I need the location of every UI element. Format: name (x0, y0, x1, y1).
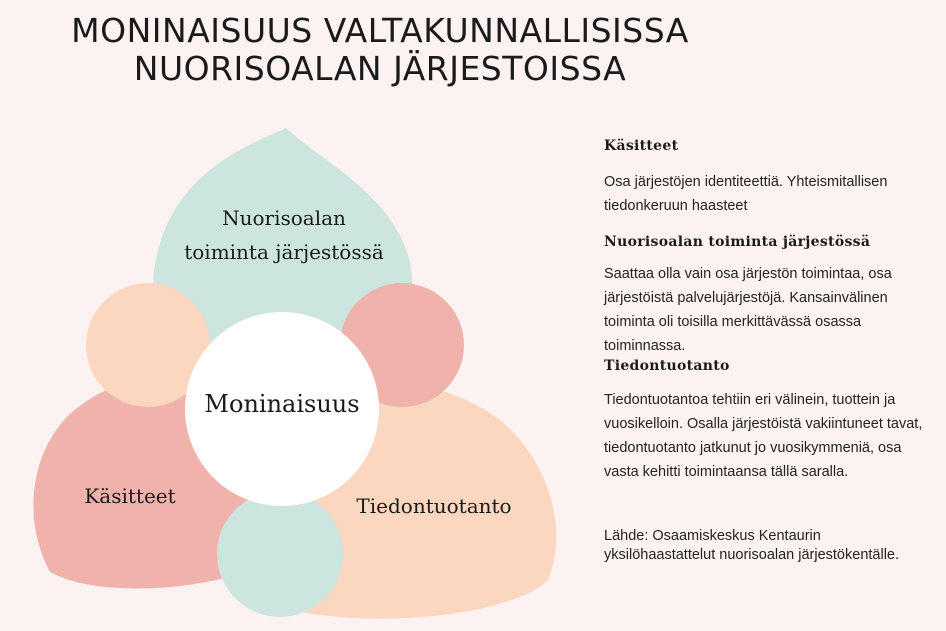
right-petal-label: Tiedontuotanto (356, 494, 512, 518)
mint-circle (217, 491, 343, 617)
source-note: Lähde: Osaamiskeskus Kentaurin yksilöhaastattelut nuorisoalan järjestökentälle. (604, 528, 900, 563)
section-kasitteet (604, 138, 934, 218)
page-title-line-1: MONINAISUUS VALTAKUNNALLISISSA (71, 11, 689, 50)
center-label: Moninaisuus (204, 390, 360, 418)
section-body: Saattaa olla vain osa järjestön toimintaa, osa järjestöistä palvelujärjestöjä. Kansainvälinen toiminta oli toisilla merkittävässä osassa toiminnassa. (604, 266, 892, 354)
section-body: Tiedontuotantoa tehtiin eri välinein, tuottein ja vuosikelloin. Osalla järjestöistä vakiintuneet tavat, tiedontuotanto jatkunut jo vuosikymmeniä, osa vasta kehitti toimintaansa tällä saralla. (604, 392, 923, 480)
section-tiedontuotanto (604, 358, 934, 484)
page-title-line-2: NUORISOALAN JÄRJESTOISSA (133, 49, 627, 88)
section-heading: Käsitteet (604, 138, 679, 154)
section-heading: Tiedontuotanto (604, 358, 730, 374)
top-petal-label-line-1: Nuorisoalan (222, 206, 346, 230)
section-body: Osa järjestöjen identiteettiä. Yhteismitallisen tiedonkeruun haasteet (604, 174, 888, 214)
section-heading: Nuorisoalan toiminta järjestössä (604, 234, 871, 250)
left-petal-label: Käsitteet (84, 484, 176, 508)
top-petal-label-line-2: toiminta järjestössä (184, 240, 384, 264)
section-nuorisoalan-toiminta (604, 234, 934, 358)
